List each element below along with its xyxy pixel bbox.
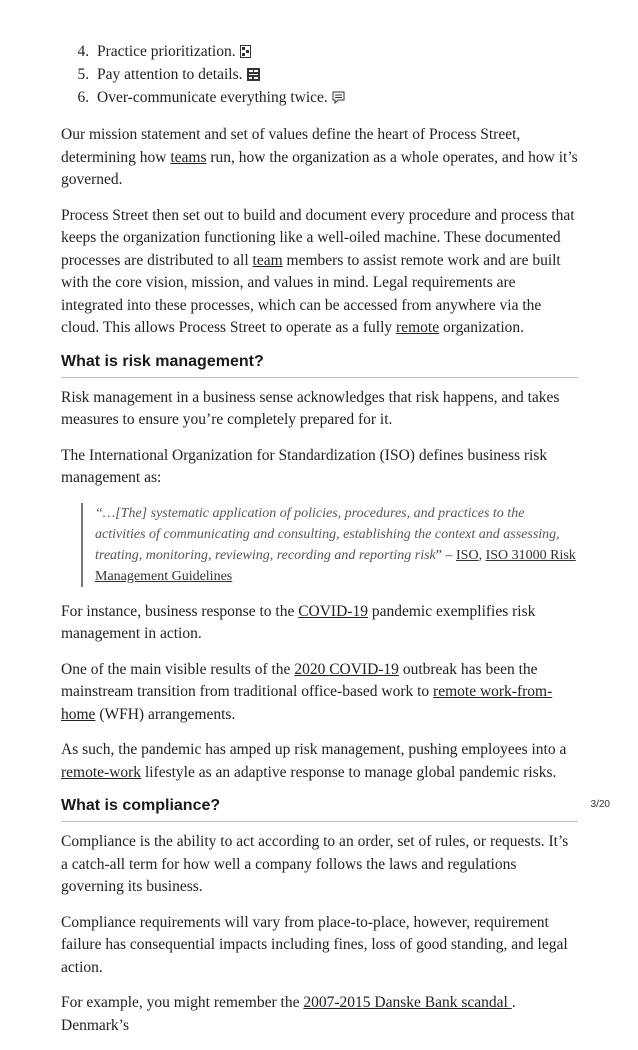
remote-link[interactable]: remote <box>396 319 440 336</box>
paragraph-compliance-requirements: Compliance requirements will vary from place-to-place, however, requirement failure has consequential impacts including fines, loss of good standing, and legal action. <box>61 913 568 976</box>
paragraph-risk-definition: Risk management in a business sense acknowledges that risk happens, and takes measures to ensure you’re completely prepared for it. <box>61 388 560 428</box>
remote-work-link[interactable]: remote-work <box>61 763 142 781</box>
speech-bubble-icon <box>332 89 345 110</box>
heading-risk-management: What is risk management? <box>61 353 578 378</box>
danske-bank-link[interactable]: 2007-2015 Danske Bank scandal <box>303 994 512 1011</box>
iso-quote: “…[The] systematic application of policies, procedures, and practices to the activities of communicating and consulting, establishing the context and assessing, treating, monitoring, reviewing, recording and reporting risk” – ISO, ISO 31000 Risk Management Guidelines <box>81 503 578 587</box>
heading-compliance: What is compliance? <box>61 797 578 822</box>
page-number: 3/20 <box>590 799 610 810</box>
article-body <box>61 41 578 1050</box>
paragraph-iso-intro: The International Organization for Standardization (ISO) defines business risk management as: <box>61 446 548 486</box>
prioritization-emoji-icon <box>240 43 251 64</box>
list-item: 5. Pay attention to details. <box>93 64 578 87</box>
covid-2020-link[interactable]: 2020 COVID-19 <box>294 660 399 678</box>
paragraph-danske: For example, you might remember the 2007-2015 Danske Bank scandal . Denmark’s <box>61 994 516 1034</box>
paragraph-covid: For instance, business response to the COVID-19 pandemic exemplifies risk management in action. <box>61 602 536 642</box>
paragraph-pandemic: As such, the pandemic has amped up risk management, pushing employees into a remote-work lifestyle as an adaptive response to manage global pandemic risks. <box>61 741 567 781</box>
team-link[interactable]: team <box>252 251 283 269</box>
iso-link[interactable]: ISO <box>456 547 479 563</box>
details-emoji-icon <box>247 66 260 87</box>
covid-19-link[interactable]: COVID-19 <box>298 602 368 620</box>
teams-link[interactable]: teams <box>170 148 207 166</box>
remote-wfh-link[interactable]: remote work-from-home <box>61 683 553 723</box>
paragraph-process: Process Street then set out to build and document every procedure and process that keeps the organization functioning like a well-oiled machine. These documented processes are distributed to all team members to assist remote work and are built with the core vision, mission, and values in mind. Legal requirements are integrated into these processes, which can be accessed from anywhere via the cloud. This allows Process Street to operate as a fully remote organization. <box>61 206 575 336</box>
list-item: 6. Over-communicate everything twice. <box>93 87 578 110</box>
paragraph-outbreak: One of the main visible results of the 2020 COVID-19 outbreak has been the mainstream transition from traditional office-based work to remote work-from-home (WFH) arrangements. <box>61 660 553 723</box>
list-item: 4. Practice prioritization. <box>93 41 578 64</box>
paragraph-compliance-definition: Compliance is the ability to act according to an order, set of rules, or requests. It’s a catch-all term for how well a company follows the laws and regulations governing its business. <box>61 833 569 895</box>
numbered-list <box>61 41 578 110</box>
paragraph-mission: Our mission statement and set of values define the heart of Process Street, determining how teams run, how the organization as a whole operates, and how it’s governed. <box>61 126 578 188</box>
iso-31000-link[interactable]: ISO 31000 Risk Management Guidelines <box>95 547 576 584</box>
